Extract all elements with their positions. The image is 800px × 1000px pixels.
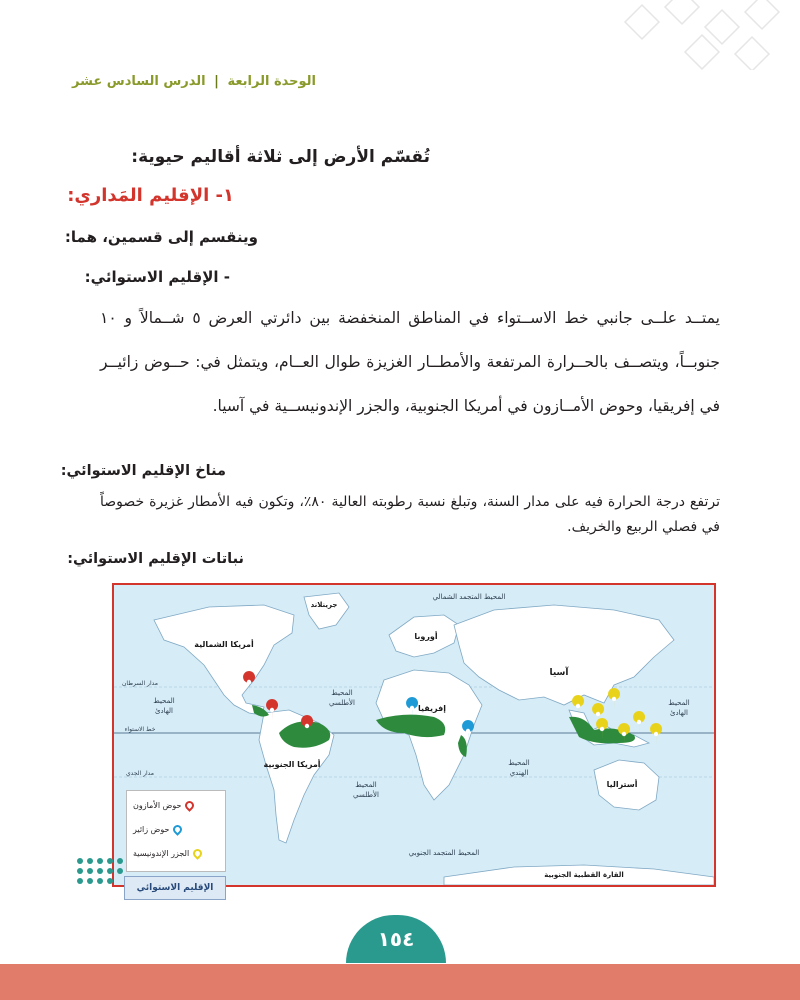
atlantic-north-label-1: المحيط bbox=[331, 689, 353, 697]
atlantic-south-label-1: المحيط bbox=[355, 781, 377, 789]
lesson-label: الدرس السادس عشر bbox=[72, 74, 206, 89]
legend-label-amazon: حوض الأمازون bbox=[133, 801, 182, 810]
north-america-label: أمريكا الشمالية bbox=[194, 640, 254, 649]
indonesia-pin-7 bbox=[650, 723, 662, 745]
zaire-vegetation bbox=[376, 715, 445, 737]
map-legend bbox=[126, 790, 226, 872]
map-caption: الإقليم الاستوائي bbox=[124, 876, 226, 900]
europe-label: أوروبا bbox=[414, 632, 438, 641]
indian-ocean-label-1: المحيط bbox=[508, 759, 530, 767]
pacific-left-label-2: الهادئ bbox=[154, 707, 174, 715]
atlantic-north-label-2: الأطلسي bbox=[329, 699, 355, 707]
south-america-label: أمريكا الجنوبية bbox=[263, 760, 321, 769]
plants-heading: نباتات الإقليم الاستوائي: bbox=[67, 551, 244, 567]
legend-item-indonesia bbox=[133, 849, 202, 858]
intro-heading: تُقسّم الأرض إلى ثلاثة أقاليم حيوية: bbox=[131, 147, 430, 167]
greenland-label: جرينلاند bbox=[310, 601, 338, 609]
tropic-cancer-label: مدار السرطان bbox=[121, 680, 159, 687]
blue-pin-icon bbox=[172, 823, 185, 836]
tropic-capricorn-label: مدار الجدي bbox=[125, 770, 155, 777]
legend-item-zaire bbox=[133, 825, 182, 834]
decorative-pattern bbox=[590, 0, 800, 70]
australia-label: أستراليا bbox=[606, 780, 638, 789]
yellow-pin-icon bbox=[191, 847, 204, 860]
subtitle-divisions: وينقسم إلى قسمين، هما: bbox=[64, 228, 258, 246]
bottom-bar bbox=[0, 964, 800, 1000]
climate-paragraph: ترتفع درجة الحرارة فيه على مدار السنة، وتبلغ نسبة رطوبته العالية ٨٠٪، وتكون فيه الأمطار غزيرة خصوصاً في فصلي الربيع والخريف. bbox=[100, 494, 720, 535]
pacific-right-label-2: الهادئ bbox=[669, 709, 689, 717]
atlantic-south-label-2: الأطلسي bbox=[353, 791, 379, 799]
climate-heading: مناخ الإقليم الاستوائي: bbox=[60, 463, 226, 479]
asia-shape bbox=[454, 605, 674, 705]
indonesia-pin-3 bbox=[608, 688, 620, 710]
red-pin-icon bbox=[184, 799, 197, 812]
header-separator: | bbox=[214, 74, 219, 89]
legend-item-amazon bbox=[133, 801, 194, 810]
indonesia-pin-6 bbox=[633, 711, 645, 733]
southern-ocean-label: المحيط المتجمد الجنوبي bbox=[408, 849, 480, 857]
greenland-shape bbox=[304, 593, 349, 629]
pacific-right-label-1: المحيط bbox=[668, 699, 690, 707]
equatorial-paragraph: يمتــد علــى جانبي خط الاســتواء في المناطق المنخفضة بين دائرتي العرض ٥ شــمالاً و ١٠ جنوبــاً، ويتصــف بالحــرارة المرتفعة والأمطــار الغزيزة طوال العــام، ويتمثل في: حــوض زائيــر في إفريقيا، وحوض الأمــازون في أمريكا الجنوبية، والجزر الإندونيســية في آسيا. bbox=[100, 309, 720, 415]
legend-label-zaire: حوض زائير bbox=[133, 825, 170, 834]
page-number: ١٥٤ bbox=[346, 915, 446, 963]
subtitle-equatorial: - الإقليم الاستوائي: bbox=[84, 268, 230, 286]
equator-label: خط الاستواء bbox=[124, 726, 156, 733]
antarctica-label: القارة القطبية الجنوبية bbox=[544, 871, 624, 879]
indian-ocean-label-2: الهندي bbox=[509, 769, 529, 777]
pacific-left-label-1: المحيط bbox=[153, 697, 175, 705]
arctic-ocean-label: المحيط المتجمد الشمالي bbox=[432, 593, 506, 601]
legend-label-indonesia: الجزر الإندونيسية bbox=[133, 849, 190, 858]
page-header bbox=[72, 74, 316, 89]
unit-label: الوحدة الرابعة bbox=[227, 74, 316, 89]
page-number-tab bbox=[346, 915, 446, 965]
asia-label: آسيا bbox=[549, 668, 569, 678]
africa-label: إفريقيا bbox=[418, 704, 446, 713]
section-title: ١- الإقليم المَداري: bbox=[67, 185, 234, 206]
north-america-shape bbox=[154, 605, 294, 715]
